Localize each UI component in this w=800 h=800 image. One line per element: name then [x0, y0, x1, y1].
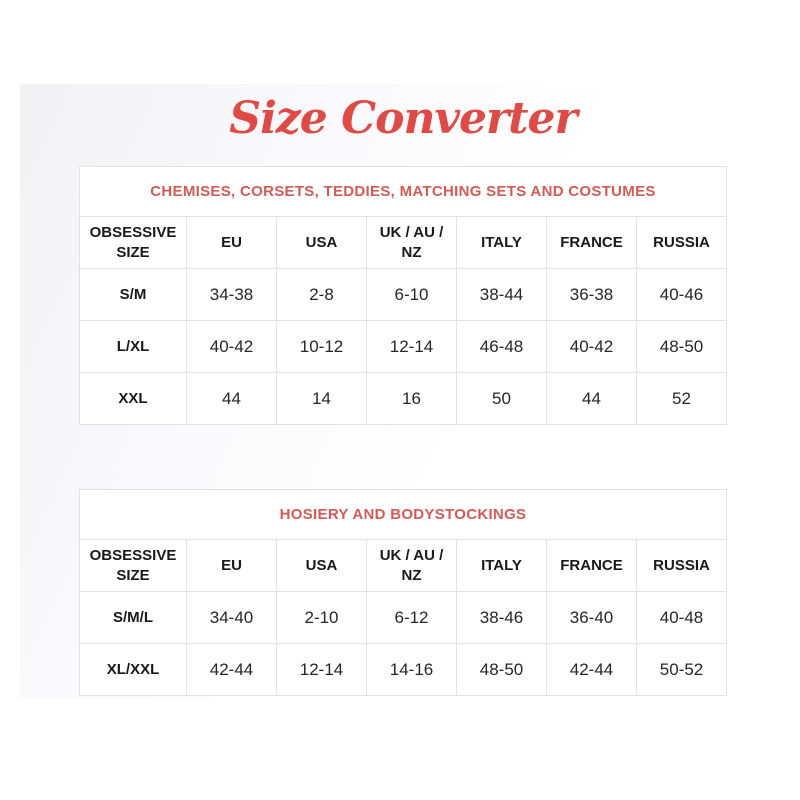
size-cell: 42-44 — [547, 644, 637, 696]
table-row — [80, 269, 727, 321]
size-cell: 38-46 — [457, 592, 547, 644]
caption-row — [80, 167, 727, 217]
column-header-row — [80, 540, 727, 592]
column-header: EU — [187, 217, 277, 269]
caption-row — [80, 490, 727, 540]
size-cell: 12-14 — [277, 644, 367, 696]
size-table-chemises — [79, 166, 727, 425]
size-cell: 12-14 — [367, 321, 457, 373]
table-caption: HOSIERY AND BODYSTOCKINGS — [80, 490, 727, 540]
size-cell: 42-44 — [187, 644, 277, 696]
column-header: OBSESSIVE SIZE — [80, 217, 187, 269]
column-header: ITALY — [457, 217, 547, 269]
chemises-table-section — [79, 166, 727, 425]
column-header: RUSSIA — [637, 217, 727, 269]
column-header: USA — [277, 540, 367, 592]
size-cell: 16 — [367, 373, 457, 425]
column-header: UK / AU / NZ — [367, 217, 457, 269]
table-row — [80, 592, 727, 644]
obsessive-size-cell: XL/XXL — [80, 644, 187, 696]
size-cell: 2-8 — [277, 269, 367, 321]
column-header-row — [80, 217, 727, 269]
size-cell: 40-48 — [637, 592, 727, 644]
obsessive-size-cell: S/M — [80, 269, 187, 321]
column-header: FRANCE — [547, 540, 637, 592]
size-cell: 40-42 — [187, 321, 277, 373]
column-header: FRANCE — [547, 217, 637, 269]
size-cell: 48-50 — [457, 644, 547, 696]
size-cell: 50 — [457, 373, 547, 425]
column-header: ITALY — [457, 540, 547, 592]
size-cell: 48-50 — [637, 321, 727, 373]
hosiery-table-section — [79, 489, 727, 696]
table-row — [80, 321, 727, 373]
obsessive-size-cell: L/XL — [80, 321, 187, 373]
column-header: RUSSIA — [637, 540, 727, 592]
size-cell: 14-16 — [367, 644, 457, 696]
table-row — [80, 373, 727, 425]
obsessive-size-cell: S/M/L — [80, 592, 187, 644]
column-header: UK / AU / NZ — [367, 540, 457, 592]
size-cell: 52 — [637, 373, 727, 425]
size-cell: 36-38 — [547, 269, 637, 321]
column-header: USA — [277, 217, 367, 269]
size-cell: 34-40 — [187, 592, 277, 644]
size-converter-page — [79, 0, 727, 696]
size-cell: 38-44 — [457, 269, 547, 321]
size-cell: 34-38 — [187, 269, 277, 321]
size-cell: 10-12 — [277, 321, 367, 373]
size-cell: 2-10 — [277, 592, 367, 644]
size-cell: 14 — [277, 373, 367, 425]
size-cell: 44 — [187, 373, 277, 425]
column-header: OBSESSIVE SIZE — [80, 540, 187, 592]
size-cell: 36-40 — [547, 592, 637, 644]
size-cell: 44 — [547, 373, 637, 425]
obsessive-size-cell: XXL — [80, 373, 187, 425]
table-row — [80, 644, 727, 696]
size-cell: 46-48 — [457, 321, 547, 373]
size-cell: 50-52 — [637, 644, 727, 696]
size-table-hosiery — [79, 489, 727, 696]
size-cell: 40-42 — [547, 321, 637, 373]
page-title: Size Converter — [229, 93, 577, 144]
column-header: EU — [187, 540, 277, 592]
size-cell: 40-46 — [637, 269, 727, 321]
size-cell: 6-12 — [367, 592, 457, 644]
size-cell: 6-10 — [367, 269, 457, 321]
table-caption: CHEMISES, CORSETS, TEDDIES, MATCHING SETS AND COSTUMES — [80, 167, 727, 217]
